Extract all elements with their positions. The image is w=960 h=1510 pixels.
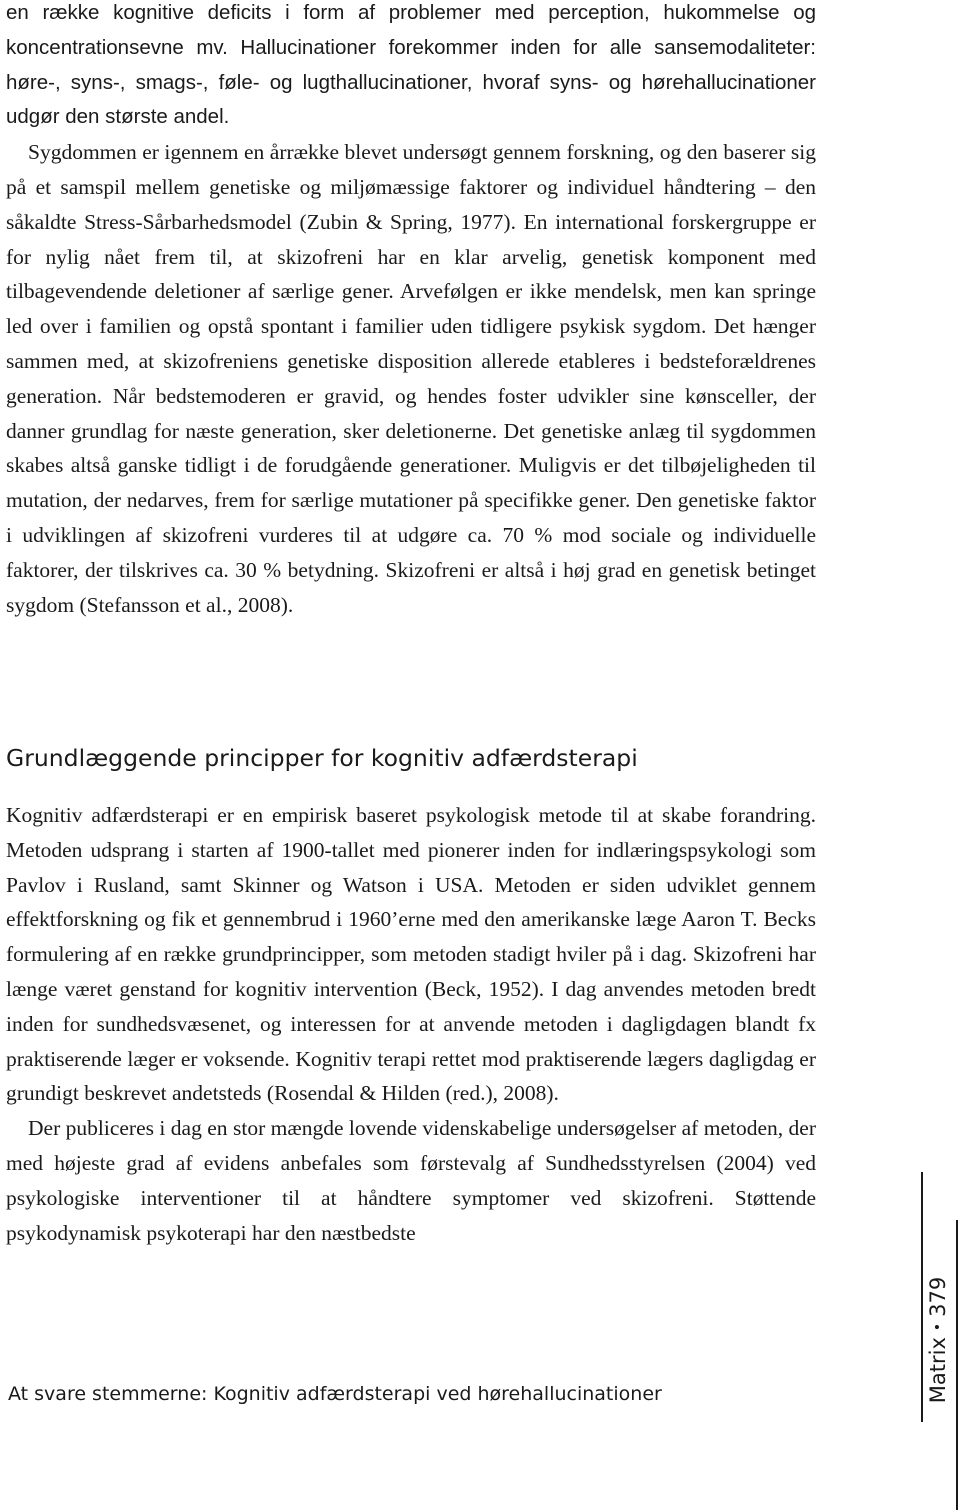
top-text-block: [6, 0, 816, 622]
body-paragraph: Kognitiv adfærdsterapi er en empirisk baseret psykologisk metode til at skabe forandring. Metoden udsprang i starten af 1900-tallet med pionerer inden for indlæringspsykologi som Pavlov i Rusland, samt Skinner og Watson i USA. Metoden er siden udviklet gennem effektforskning og fik et gennembrud i 1960’erne med den amerikanske læge Aaron T. Becks formulering af en række grundprincipper, som metoden stadigt hviler på i dag. Skizofreni har længe været genstand for kognitiv intervention (Beck, 1952). I dag anvendes metoden bredt inden for sundhedsvæsenet, og interessen for at anvende metoden i dagligdagen blandt fx praktiserende læger er voksende. Kognitiv terapi rettet mod praktiserende lægers dagligdag er grundigt beskrevet andetsteds (Rosendal & Hilden (red.), 2008).: [6, 803, 816, 1106]
continued-paragraph: en række kognitive deficits i form af problemer med perception, hukommelse og koncentrationsevne mv. Hallucinationer forekommer inden for alle sansemodaliteter: høre-, syns-, smags-, føle- og lugthallucinationer, hvoraf syns- og hørehallucinationer udgør den største andel.: [6, 1, 816, 129]
running-footer-title: At svare stemmerne: Kognitiv adfærdsterapi ved hørehallucinationer: [8, 1383, 662, 1405]
body-paragraph: Sygdommen er igennem en årrække blevet undersøgt gennem forskning, og den baserer sig på et samspil mellem genetiske og miljømæssige faktorer og individuel håndtering – den såkaldte Stress-Sårbarhedsmodel (Zubin & Spring, 1977). En international forskergruppe er for nylig nået frem til, at skizofreni har en klar arvelig, genetisk komponent med tilbagevendende deletioner af særlige gener. Arvefølgen er ikke mendelsk, men kan springe led over i familien og opstå spontant i familier uden tidligere psykisk sygdom. Det hænger sammen med, at skizofreniens genetiske disposition allerede etableres i bedsteforældrenes generation. Når bedstemoderen er gravid, og hendes foster udvikler sine kønsceller, der danner grundlag for næste generation, sker deletionerne. Det genetiske anlæg til sygdommen skabes altså ganske tidligt i de forudgående generationer. Muligvis er det tilbøjeligheden til mutation, der nedarves, frem for særlige mutationer på specifikke gener. Den genetiske faktor i udviklingen af skizofreni vurderes til at udgøre ca. 70 % mod sociale og individuelle faktorer, der tilskrives ca. 30 % betydning. Skizofreni er altså i høj grad en genetisk betinget sygdom (Stefansson et al., 2008).: [6, 140, 816, 617]
folio: [925, 1277, 951, 1403]
section-text-block: [6, 798, 816, 1250]
margin-rule: [921, 1172, 923, 1422]
journal-name: Matrix: [926, 1337, 950, 1404]
section-heading: Grundlæggende principper for kognitiv adfærdsterapi: [6, 744, 638, 772]
separator-bullet: •: [930, 1322, 946, 1332]
margin-rule: [956, 1220, 958, 1510]
page-number: 379: [926, 1276, 950, 1317]
body-paragraph: Der publiceres i dag en stor mængde lovende videnskabelige undersøgelser af metoden, der med højeste grad af evidens anbefales som førstevalg af Sundhedsstyrelsen (2004) ved psykologiske interventioner til at håndtere symptomer ved skizofreni. Støttende psykodynamisk psykoterapi har den næstbedste: [6, 1116, 816, 1245]
